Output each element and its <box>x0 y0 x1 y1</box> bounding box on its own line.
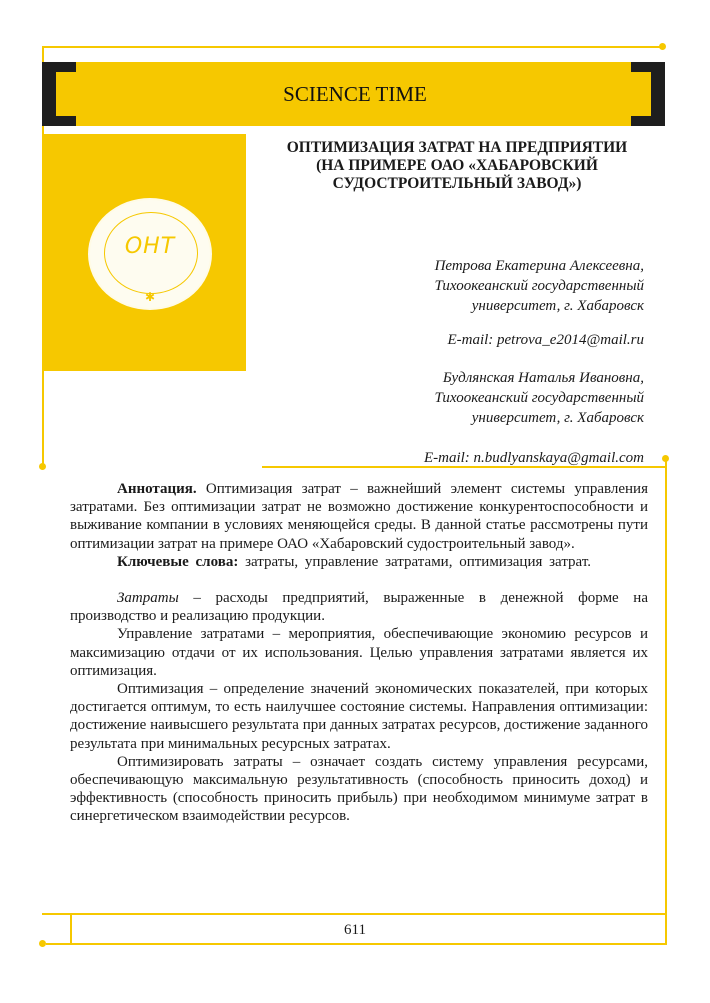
journal-title: SCIENCE TIME <box>283 82 427 106</box>
paragraph-2: Управление затратами – мероприятия, обеспечивающие экономию ресурсов и максимизацию отдачи от их использования. Целью управления затратами является их оптимизация. <box>70 626 648 679</box>
frame-footer-line <box>46 943 666 945</box>
article-title <box>262 139 652 193</box>
logo-star-icon: ✱ <box>144 290 156 304</box>
frame-dot-bottom-left <box>39 940 46 947</box>
author-2-affiliation-1: Тихоокеанский государственный <box>434 390 644 406</box>
author-1-name: Петрова Екатерина Алексеевна, <box>434 258 644 274</box>
article-title-line-2: (НА ПРИМЕРЕ ОАО «ХАБАРОВСКИЙ <box>316 157 598 174</box>
blank-line <box>70 571 648 589</box>
frame-bottom-left-line <box>70 913 72 944</box>
article-title-line-3: СУДОСТРОИТЕЛЬНЫЙ ЗАВОД») <box>332 175 582 192</box>
frame-bottom-line <box>42 913 666 915</box>
frame-dot-mid-left <box>39 463 46 470</box>
paragraph-3: Оптимизация – определение значений экономических показателей, при которых достигается оптимум, то есть наилучшее состояние системы. Направления оптимизации: достижение наивысшего результата при данных затратах ресурсов, достижение заданного результата при минимальных ресурсных затратах. <box>70 681 648 752</box>
paragraph-1-term: Затраты <box>117 590 179 607</box>
author-2-name: Будлянская Наталья Ивановна, <box>442 370 644 386</box>
author-1-affiliation-2: университет, г. Хабаровск <box>471 298 644 314</box>
right-bracket-decoration <box>631 62 665 126</box>
paragraph-4: Оптимизировать затраты – означает создать систему управления ресурсами, обеспечивающую максимальную результативность (способность приносить доход) и эффективность (способность приносить прибыль) при необходимом минимуме затрат в синергетическом взаимодействии ресурсов. <box>70 753 648 825</box>
keywords-paragraph <box>70 553 648 571</box>
abstract-label: Аннотация. <box>117 481 197 497</box>
frame-dot-top-right <box>659 43 666 50</box>
frame-top-line <box>42 46 662 48</box>
frame-right-line <box>665 458 667 945</box>
logo-text: ОНТ <box>124 234 176 259</box>
keywords-text: затраты, управление затратами, оптимизация затрат. <box>238 553 592 570</box>
article-body <box>70 480 648 826</box>
left-bracket-decoration <box>42 62 76 126</box>
author-2-affiliation-2: университет, г. Хабаровск <box>471 410 644 426</box>
article-title-line-1: ОПТИМИЗАЦИЯ ЗАТРАТ НА ПРЕДПРИЯТИИ <box>286 139 628 156</box>
paragraph-1 <box>70 589 648 625</box>
abstract-paragraph <box>70 480 648 553</box>
keywords-label: Ключевые слова: <box>117 553 239 570</box>
author-1-email[interactable]: E-mail: petrova_e2014@mail.ru <box>447 332 644 348</box>
author-1-block <box>434 256 644 316</box>
author-2-block <box>434 368 644 428</box>
page-number: 611 <box>344 922 366 938</box>
author-2-email[interactable]: E-mail: n.budlyanskaya@gmail.com <box>423 450 644 466</box>
abstract-text: Оптимизация затрат – важнейший элемент системы управления затратами. Без оптимизации затрат не возможно достижение конкурентоспособности и выживание компании в условиях меняющейся среды. В данной статье рассмотрены пути оптимизации затрат на примере ОАО «Хабаровский судостроительный завод». <box>70 481 648 552</box>
paragraph-1-text: – расходы предприятий, выраженные в денежной форме на производство и реализацию продукции. <box>70 590 648 625</box>
author-1-affiliation-1: Тихоокеанский государственный <box>434 278 644 294</box>
